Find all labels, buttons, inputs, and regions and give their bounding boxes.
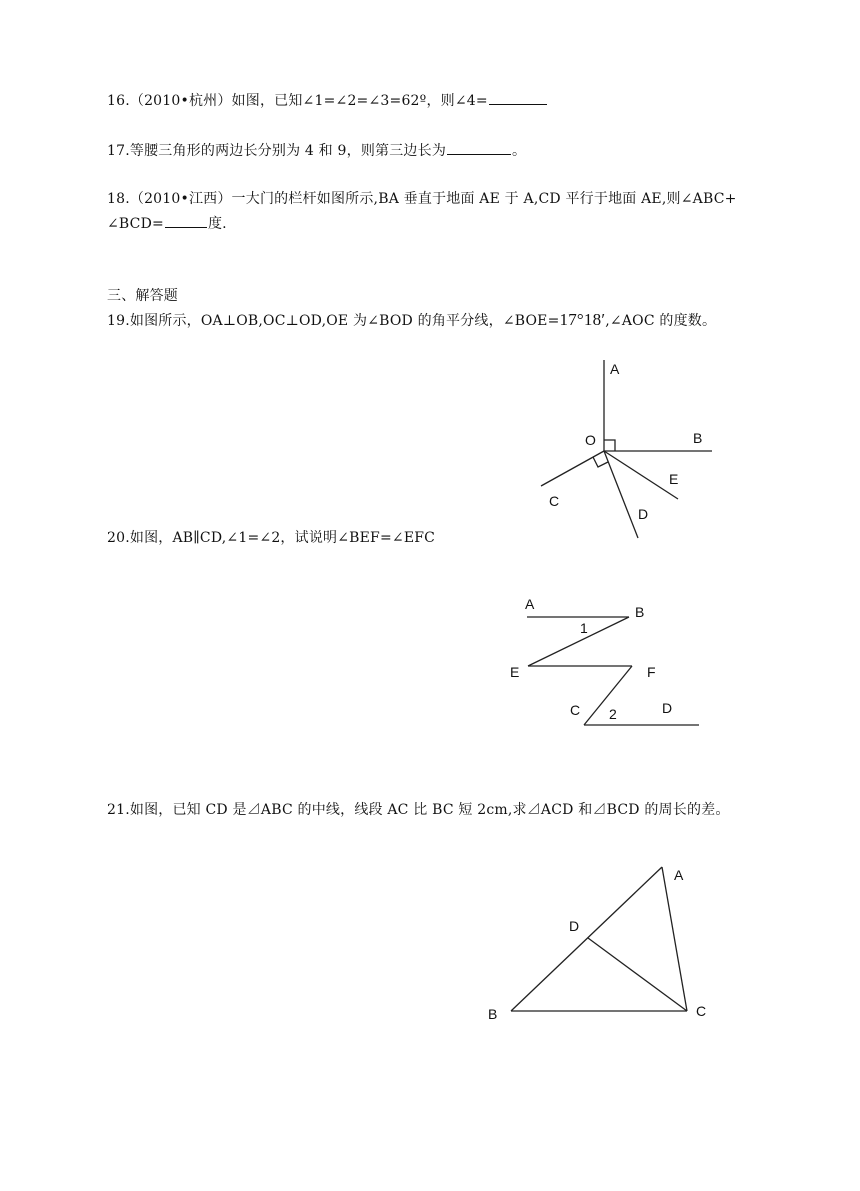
section-title: 三、解答题 (107, 288, 178, 304)
label-F: F (647, 664, 656, 680)
question-18-suffix: 度. (207, 216, 227, 232)
question-19-angle: 17°18′ (559, 310, 606, 329)
segment-DC (588, 938, 687, 1011)
question-17-suffix: 。 (512, 143, 527, 159)
question-20-text: 20.如图，AB∥CD,∠1=∠2，试说明∠BEF=∠EFC (107, 530, 436, 546)
label-E: E (510, 664, 520, 680)
segment-AC (662, 867, 687, 1011)
label-B: B (693, 430, 703, 446)
label-B: B (488, 1006, 498, 1022)
label-D: D (569, 918, 580, 934)
label-angle-1: 1 (580, 620, 588, 636)
segment-BA (511, 867, 662, 1011)
question-21-text: 21.如图，已知 CD 是⊿ABC 的中线，线段 AC 比 BC 短 2cm,求⊿ACD 和⊿BCD 的周长的差。 (107, 802, 730, 818)
question-19-text-b: ,∠AOC 的度数。 (605, 313, 717, 329)
question-19-text-a: 19.如图所示，OA⊥OB,OC⊥OD,OE 为∠BOD 的角平分线，∠BOE= (107, 313, 560, 329)
label-O: O (585, 432, 596, 448)
label-E: E (669, 471, 679, 487)
label-D: D (638, 506, 649, 522)
label-angle-2: 2 (609, 706, 617, 722)
label-C: C (570, 702, 581, 718)
label-A: A (525, 596, 535, 612)
label-D: D (662, 700, 673, 716)
label-A: A (610, 361, 620, 377)
label-C: C (696, 1003, 707, 1019)
question-17-text: 17.等腰三角形的两边长分别为 4 和 9，则第三边长为 (107, 143, 447, 159)
question-16-text: 16.（2010•杭州）如图，已知∠1=∠2=∠3=62º，则∠4= (107, 93, 488, 109)
label-C: C (549, 493, 560, 509)
label-B: B (635, 604, 645, 620)
question-18-text: 18.（2010•江西）一大门的栏杆如图所示,BA 垂直于地面 AE 于 A,CD 平行于地面 AE,则∠ABC+ (107, 191, 737, 207)
question-18-prefix: ∠BCD= (107, 216, 164, 232)
label-A: A (674, 867, 684, 883)
